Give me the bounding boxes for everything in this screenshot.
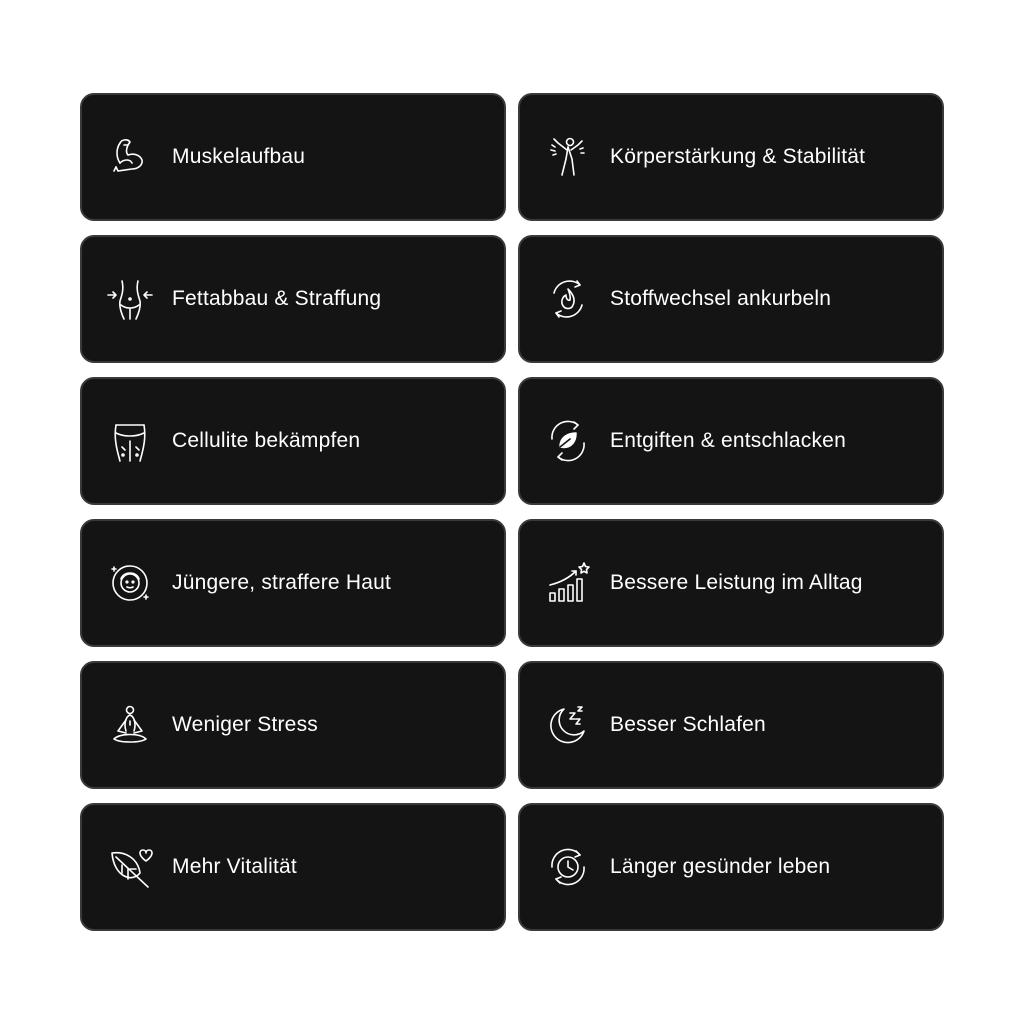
benefit-label: Stoffwechsel ankurbeln (610, 287, 832, 310)
benefit-label: Besser Schlafen (610, 713, 766, 736)
benefit-label: Körperstärkung & Stabilität (610, 145, 866, 168)
stretching-person-icon (542, 131, 594, 183)
benefit-card-laenger-leben[interactable] (518, 803, 944, 931)
detox-leaf-icon (542, 415, 594, 467)
meditation-icon (104, 699, 156, 751)
waist-slimming-icon (104, 273, 156, 325)
benefit-label: Weniger Stress (172, 713, 318, 736)
benefit-card-entgiften[interactable] (518, 377, 944, 505)
benefit-label: Länger gesünder leben (610, 855, 831, 878)
benefit-card-stoffwechsel[interactable] (518, 235, 944, 363)
benefit-card-muskelaufbau[interactable] (80, 93, 506, 221)
benefit-label: Fettabbau & Straffung (172, 287, 382, 310)
benefit-card-koerperstaerkung[interactable] (518, 93, 944, 221)
thighs-icon (104, 415, 156, 467)
benefit-card-stress[interactable] (80, 661, 506, 789)
performance-chart-icon (542, 557, 594, 609)
benefit-card-leistung[interactable] (518, 519, 944, 647)
face-sparkle-icon (104, 557, 156, 609)
benefit-card-haut[interactable] (80, 519, 506, 647)
benefit-label: Mehr Vitalität (172, 855, 297, 878)
benefits-grid (80, 93, 944, 931)
benefit-card-schlafen[interactable] (518, 661, 944, 789)
benefit-label: Cellulite bekämpfen (172, 429, 361, 452)
clock-longevity-icon (542, 841, 594, 893)
moon-sleep-icon (542, 699, 594, 751)
leaf-heart-icon (104, 841, 156, 893)
benefit-card-cellulite[interactable] (80, 377, 506, 505)
metabolism-flame-icon (542, 273, 594, 325)
benefit-card-vitalitaet[interactable] (80, 803, 506, 931)
benefit-label: Entgiften & entschlacken (610, 429, 846, 452)
benefit-label: Bessere Leistung im Alltag (610, 571, 863, 594)
benefit-card-fettabbau[interactable] (80, 235, 506, 363)
benefit-label: Muskelaufbau (172, 145, 306, 168)
flexed-arm-icon (104, 131, 156, 183)
benefit-label: Jüngere, straffere Haut (172, 571, 391, 594)
